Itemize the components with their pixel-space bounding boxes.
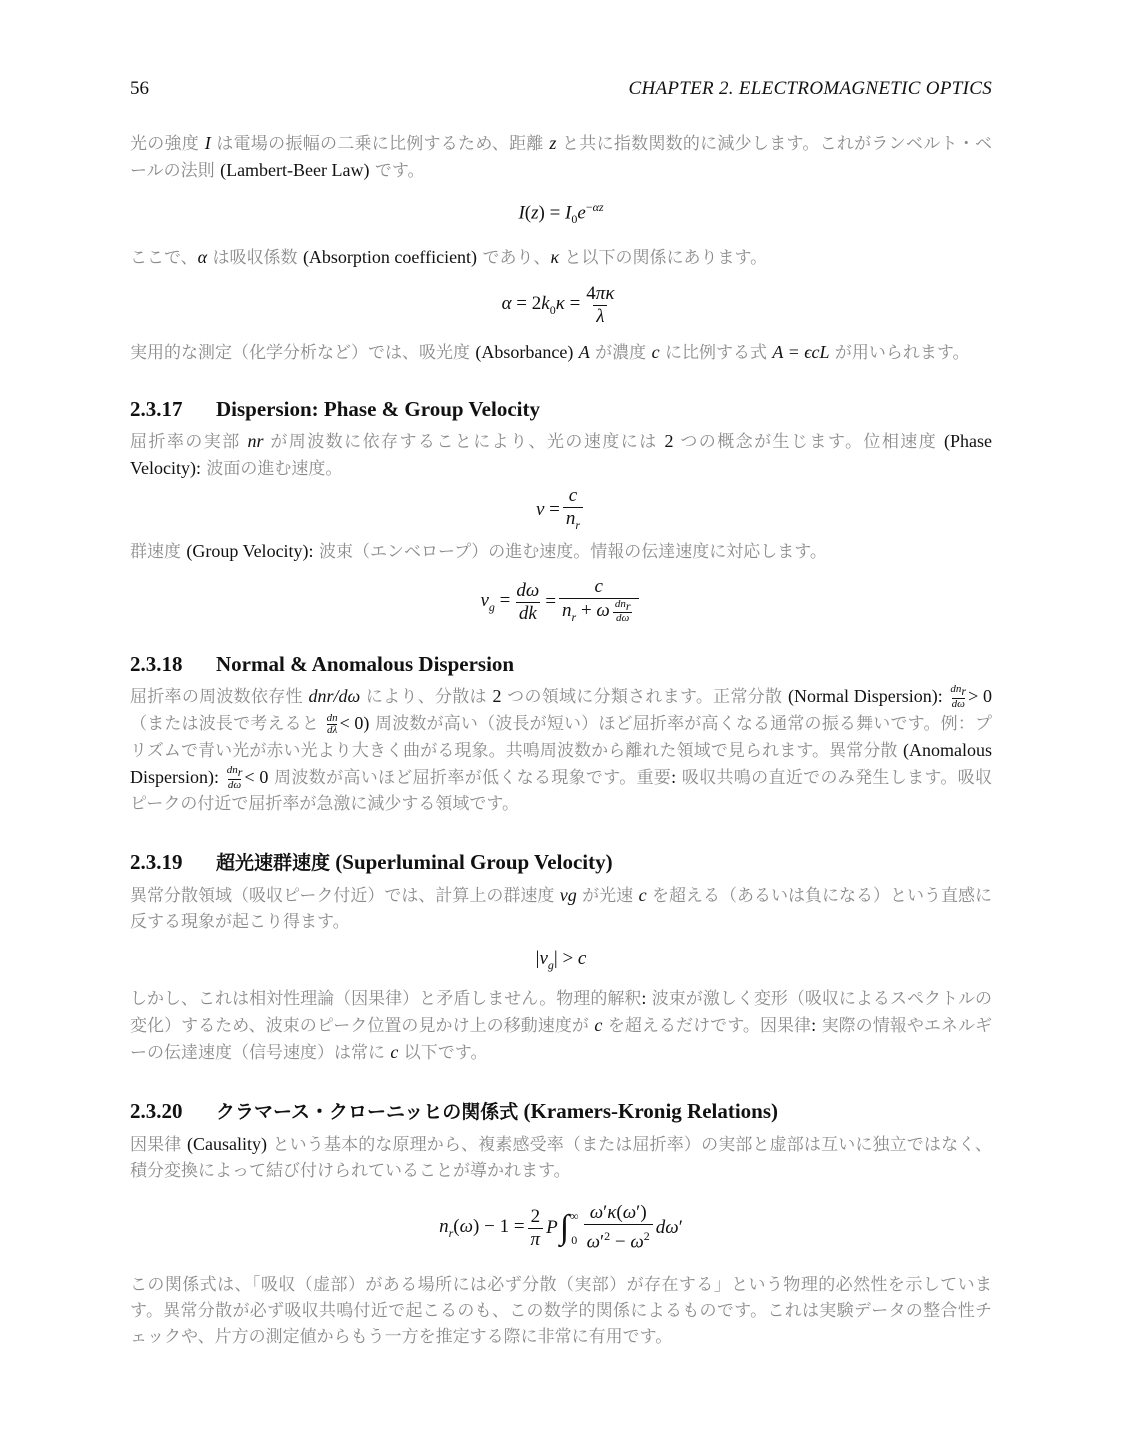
equation-alpha: $\alpha = 2k_0\kappa$ = $\frac{4\pi\kappa}{\lambda}$: [501, 282, 615, 327]
equation-superluminal: $|v_g| > c$: [535, 947, 587, 972]
paragraph-normal-anomalous: 屈折率の周波数依存性 dnr/dω により、分散は 2 つの領域に分類されます。正常分散 (Normal Dispersion): $\frac{dn_r}{d\omega}$ > 0 （または波長で考えると $\frac{dn}{d\lambda}$ < 0) 周波数が高い（波長が短い）ほど屈折率が高くなる通常の振る舞いです。例：プリズムで青い光が赤い光より大きく曲がる現象。共鳴周波数から離れた領域で見られます。異常分散 (Anomalous Dispersion): $\frac{dn_r}{d\omega}$ < 0 周波数が高いほど屈折率が低くなる現象です。重要: 吸収共鳴の直近でのみ発生します。吸収ピークの付近で屈折率が急激に減少する領域です。: [130, 683, 993, 814]
equation-group-velocity: $v_g$ = $\frac{d\omega}{dk}$ = c $n_r + \omega$ $\frac{dn_r}{d\omega}$: [130, 565, 992, 639]
equation-lambert-beer: $I(z) = I_0e^{-\alpha z}$: [518, 200, 604, 227]
paragraph-group-velocity: 群速度 (Group Velocity): 波束（エンベロープ）の進む速度。情報の伝達速度に対応します。: [130, 541, 827, 562]
paragraph-absorption-coefficient: ここで、α は吸収係数 (Absorption coefficient) であり、κ と以下の関係にあります。: [130, 247, 768, 268]
chapter-title: CHAPTER 2. ELECTROMAGNETIC OPTICS: [628, 78, 992, 99]
running-head: [130, 78, 992, 104]
paragraph-causality-interpretation: しかし、これは相対性理論（因果律）と矛盾しません。物理的解釈: 波束が激しく変形（吸収によるスペクトルの変化）するため、波束のピーク位置の見かけ上の移動速度が c を超えるだけです。因果律: 実際の情報やエネルギーの伝達速度（信号速度）は常に c 以下です。: [130, 988, 993, 1063]
section-heading-2-3-18: 2.3.18 Normal & Anomalous Dispersion: [130, 652, 515, 676]
section-heading-2-3-20: 2.3.20 クラマース・クローニッヒの関係式 (Kramers-Kronig Relations): [130, 1099, 779, 1123]
paragraph-kramers-kronig: 因果律 (Causality) という基本的な原理から、複素感受率（または屈折率）の実部と虚部は互いに独立ではなく、積分変換によって結び付けられていることが導かれます。: [130, 1134, 993, 1181]
paragraph-superluminal: 異常分散領域（吸収ピーク付近）では、計算上の群速度 vg が光速 c を超える（あるいは負になる）という直感に反する現象が起こり得ます。: [130, 885, 992, 932]
paragraph-lambert-beer: 光の強度 I は電場の振幅の二乗に比例するため、距離 z と共に指数関数的に減少します。これがランベルト・ベールの法則 (Lambert-Beer Law) です。: [130, 133, 992, 181]
section-heading-2-3-17: 2.3.17 Dispersion: Phase & Group Velocity: [130, 397, 540, 421]
section-heading-2-3-19: 2.3.19 超光速群速度 (Superluminal Group Velocity): [130, 850, 613, 874]
paragraph-absorbance: 実用的な測定（化学分析など）では、吸光度 (Absorbance) A が濃度 c に比例する式 A = ϵcL が用いられます。: [130, 342, 970, 363]
equation-phase-velocity: v = $\frac{c}{n_r}$: [130, 482, 992, 538]
paragraph-kk-significance: この関係式は、「吸収（虚部）がある場所には必ず分散（実部）が存在する」という物理的必然性を示しています。異常分散が必ず吸収共鳴付近で起こるのも、この数学的関係によるものです。これは実験データの整合性チェックや、片方の測定値からもう一方を推定する際に非常に有用です。: [130, 1275, 992, 1347]
paragraph-phase-velocity: 屈折率の実部 nr が周波数に依存することにより、光の速度には 2 つの概念が生じます。位相速度 (Phase Velocity): 波面の進む速度。: [130, 431, 992, 479]
equation-kramers-kronig: $n_r(\omega) - 1$ = $\frac{2}{\pi}$ P ∫ ∞ 0 $\frac{\omega'\kappa(\omega')}{\omega'^2 - \omega^2}$ dω′: [439, 1202, 683, 1253]
page-number: 56: [130, 78, 149, 99]
page: [130, 78, 992, 1350]
